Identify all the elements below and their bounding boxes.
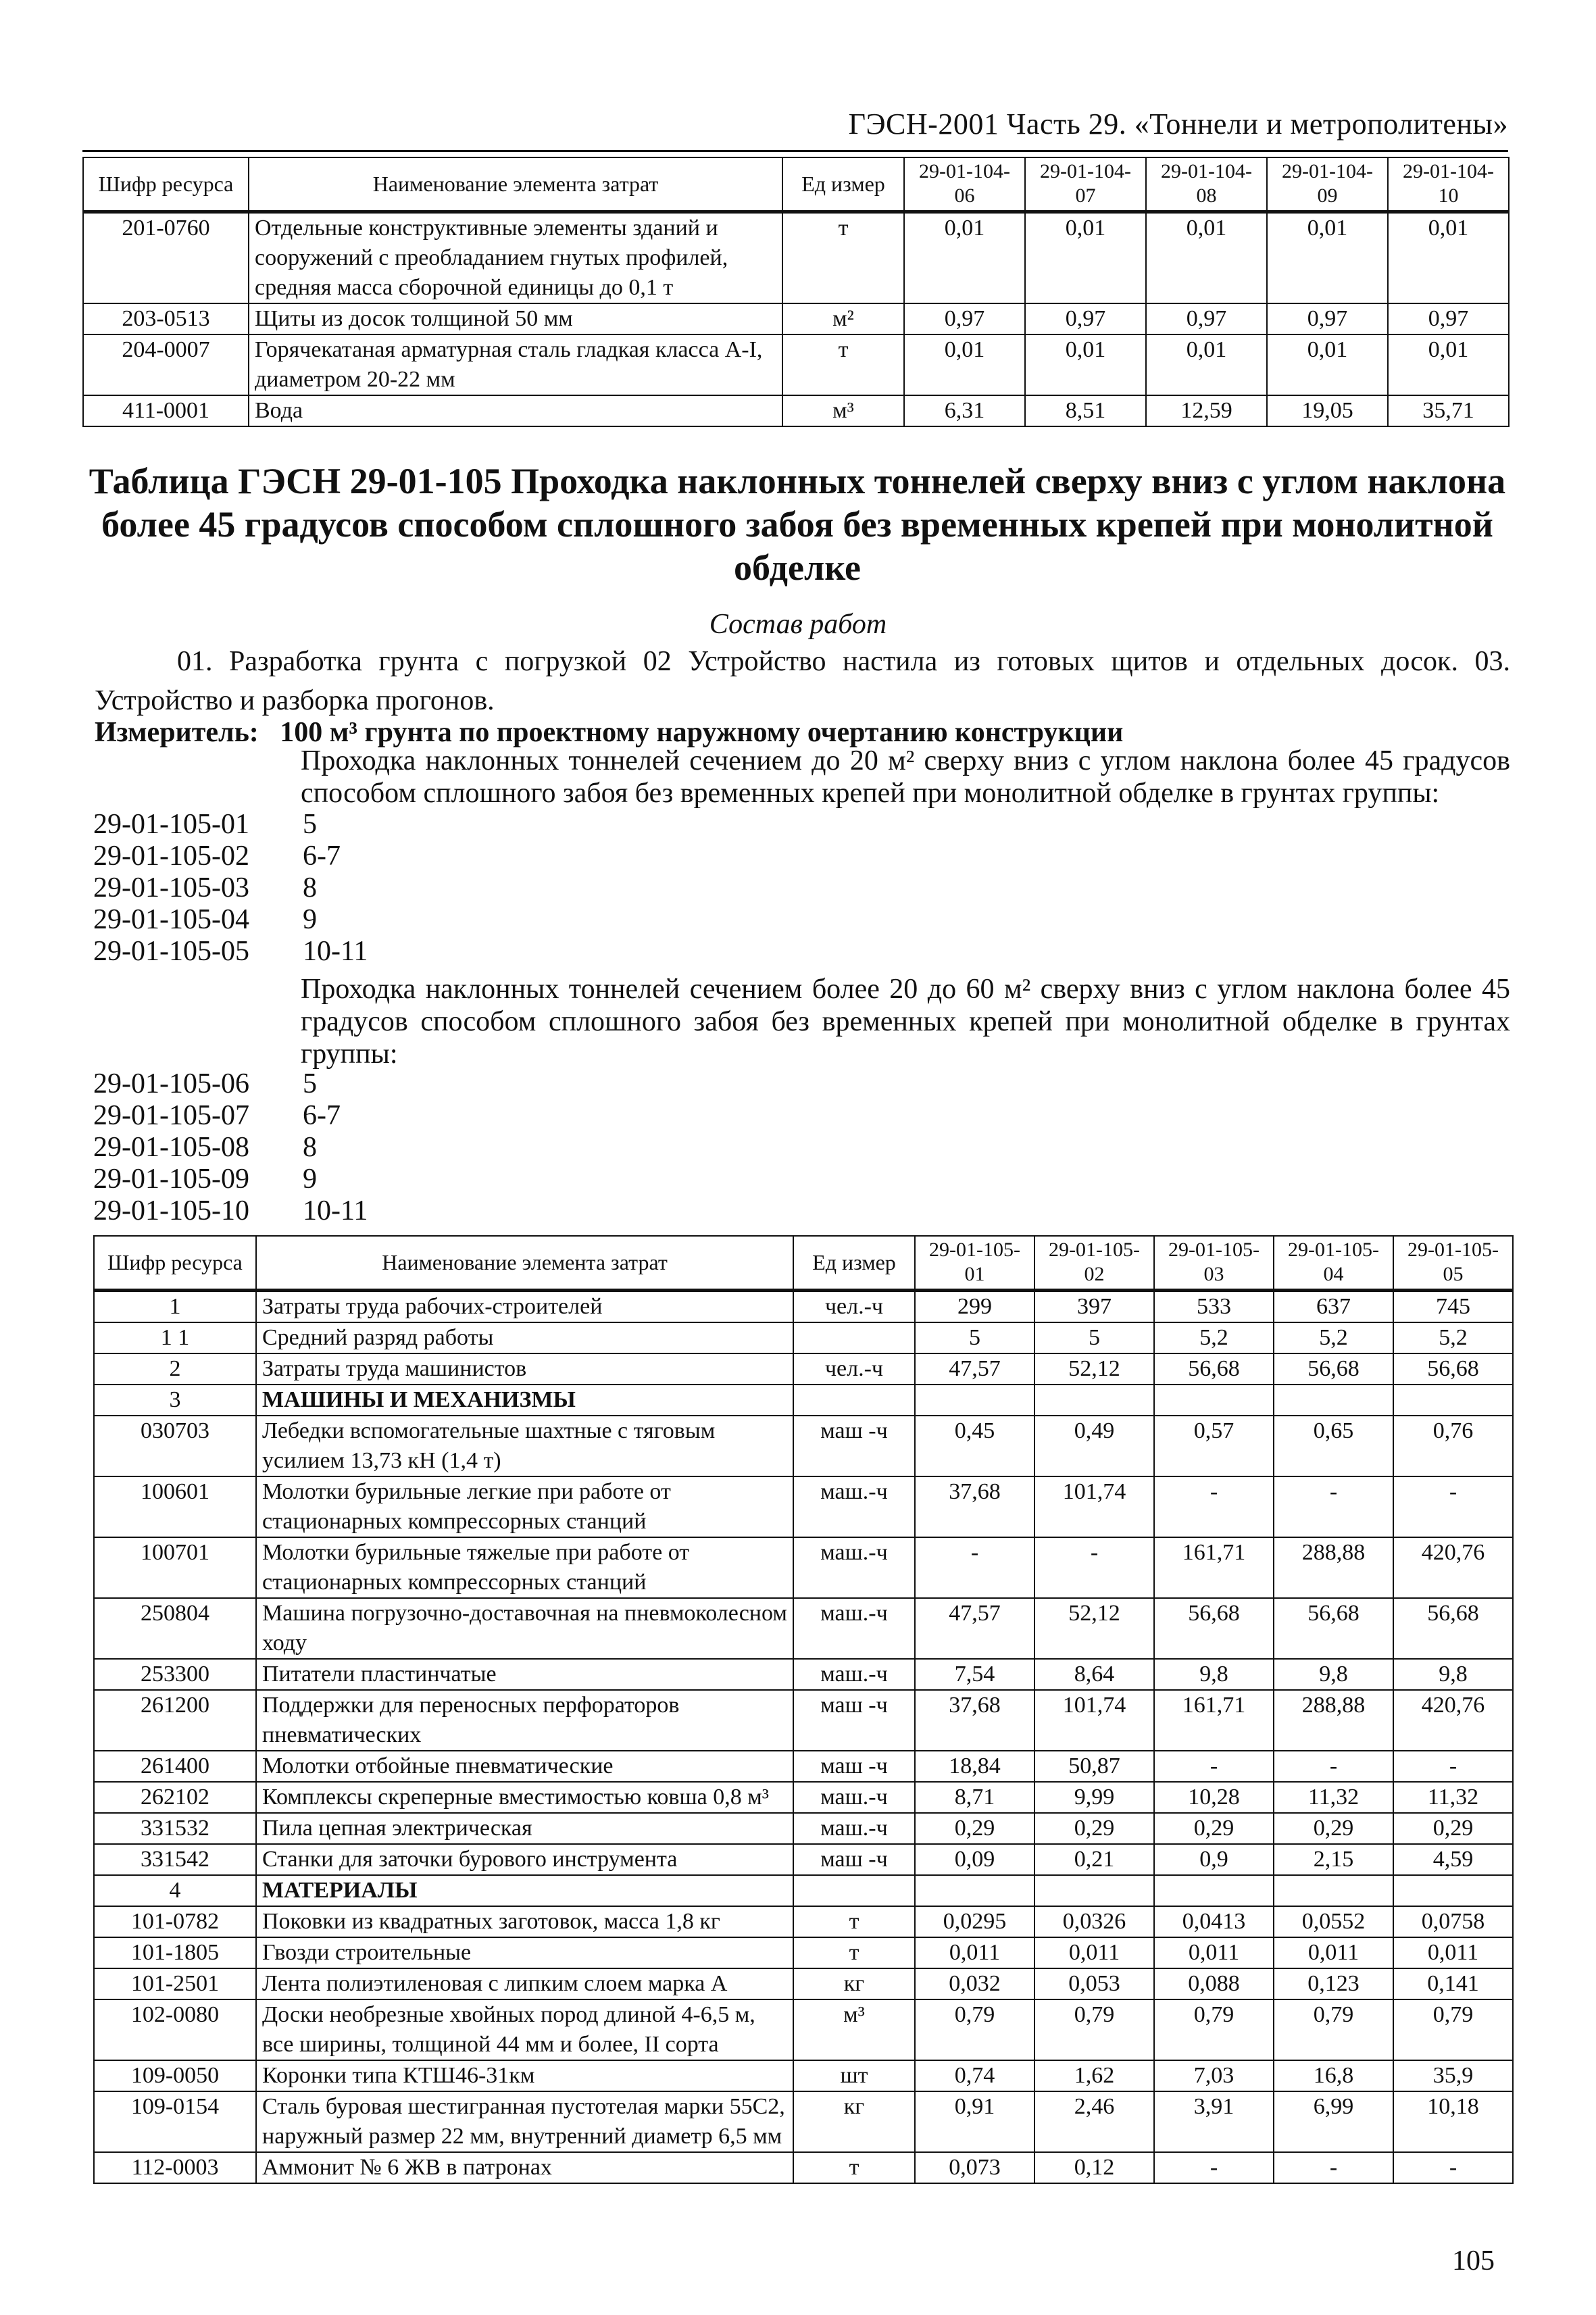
item-code: 29-01-105-08 [93, 1132, 249, 1163]
cell-code: 101-0782 [94, 1906, 256, 1937]
cell-value: 12,59 [1146, 395, 1267, 426]
cell-unit: м² [782, 303, 904, 334]
cell-value: - [1393, 1751, 1513, 1782]
cell-name: Пила цепная электрическая [256, 1813, 793, 1844]
table-row [94, 1353, 1513, 1385]
page-number: 105 [1452, 2245, 1495, 2276]
item-soil-group: 10-11 [303, 1195, 368, 1226]
cell-value: 0,123 [1274, 1968, 1393, 1999]
item-code: 29-01-105-01 [93, 809, 249, 840]
item-code: 29-01-105-06 [93, 1068, 249, 1099]
cell-unit: кг [793, 2091, 915, 2152]
composition-text: 01. Разработка грунта с погрузкой 02 Устройство настила из готовых щитов и отдельных досок. 03. Устройство и разборка прогонов. [95, 646, 1510, 716]
table-row [94, 1844, 1513, 1875]
cell-value: 47,57 [915, 1353, 1034, 1385]
item-code: 29-01-105-03 [93, 872, 249, 903]
cell-name: Средний разряд работы [256, 1322, 793, 1353]
cell-value: 0,01 [1025, 334, 1146, 395]
cell-value [915, 1385, 1034, 1416]
header-col: 29-01-104-08 [1146, 157, 1267, 211]
cell-name: Молотки бурильные легкие при работе от стационарных компрессорных станций [256, 1476, 793, 1537]
cell-value: 11,32 [1274, 1782, 1393, 1813]
cell-value: 19,05 [1267, 395, 1388, 426]
cell-value: 47,57 [915, 1598, 1034, 1659]
cell-value: 18,84 [915, 1751, 1034, 1782]
cell-value: 0,79 [1274, 1999, 1393, 2060]
cell-value: 9,8 [1274, 1659, 1393, 1690]
cell-value: 0,79 [915, 1999, 1034, 2060]
cell-value: 0,76 [1393, 1416, 1513, 1476]
cell-value: 101,74 [1034, 1690, 1154, 1751]
table-row [94, 1322, 1513, 1353]
cell-value: 0,088 [1154, 1968, 1274, 1999]
cell-name: Отдельные конструктивные элементы зданий и сооружений с преобладанием гнутых профилей, средняя масса сборочной единицы до 0,1 т [249, 211, 782, 303]
table-row [83, 303, 1509, 334]
cell-unit: т [793, 2152, 915, 2183]
cell-value: 10,28 [1154, 1782, 1274, 1813]
cell-value: 161,71 [1154, 1690, 1274, 1751]
cell-value: 397 [1034, 1290, 1154, 1322]
header-col: 29-01-105-02 [1034, 1236, 1154, 1290]
cell-value: 35,9 [1393, 2060, 1513, 2091]
table-row [94, 2152, 1513, 2183]
cell-unit: т [793, 1937, 915, 1968]
item-soil-group: 10-11 [303, 936, 368, 967]
cell-value: 0,49 [1034, 1416, 1154, 1476]
cell-code: 1 [94, 1290, 256, 1322]
header-col: 29-01-105-04 [1274, 1236, 1393, 1290]
cell-value: 0,97 [904, 303, 1025, 334]
table-row [94, 1906, 1513, 1937]
resource-table-104 [82, 157, 1510, 427]
running-header: ГЭСН-2001 Часть 29. «Тоннели и метрополитены» [848, 107, 1508, 141]
cell-value [1034, 1875, 1154, 1906]
measure-line [95, 716, 1123, 749]
cell-value: 0,01 [1146, 211, 1267, 303]
cell-unit: чел.-ч [793, 1290, 915, 1322]
cell-unit: маш -ч [793, 1844, 915, 1875]
cell-value: 37,68 [915, 1476, 1034, 1537]
composition-title: Состав работ [709, 609, 887, 640]
cell-unit: маш -ч [793, 1751, 915, 1782]
cell-value: 0,9 [1154, 1844, 1274, 1875]
cell-code: 109-0050 [94, 2060, 256, 2091]
cell-code: 2 [94, 1353, 256, 1385]
cell-value: 56,68 [1393, 1598, 1513, 1659]
cell-code: 253300 [94, 1659, 256, 1690]
cell-unit: маш.-ч [793, 1782, 915, 1813]
item-soil-group: 9 [303, 1164, 317, 1195]
code-list-item [93, 1163, 317, 1195]
item-code: 29-01-105-09 [93, 1164, 249, 1195]
item-soil-group: 8 [303, 872, 317, 903]
cell-value: 0,12 [1034, 2152, 1154, 2183]
cell-value: 0,79 [1034, 1999, 1154, 2060]
cell-value: 0,57 [1154, 1416, 1274, 1476]
cell-value [1393, 1875, 1513, 1906]
cell-value: 50,87 [1034, 1751, 1154, 1782]
cell-name: Станки для заточки бурового инструмента [256, 1844, 793, 1875]
cell-value: - [1154, 1751, 1274, 1782]
cell-unit: маш -ч [793, 1690, 915, 1751]
cell-value: - [915, 1537, 1034, 1598]
table-row [94, 1937, 1513, 1968]
cell-value: 0,45 [915, 1416, 1034, 1476]
cell-code: 4 [94, 1875, 256, 1906]
cell-value: 0,0295 [915, 1906, 1034, 1937]
cell-value: 0,29 [1393, 1813, 1513, 1844]
cell-value: 2,15 [1274, 1844, 1393, 1875]
cell-value: 0,01 [904, 334, 1025, 395]
cell-value: - [1154, 2152, 1274, 2183]
cell-name: Поковки из квадратных заготовок, масса 1,8 кг [256, 1906, 793, 1937]
cell-value: 10,18 [1393, 2091, 1513, 2152]
cell-code: 100701 [94, 1537, 256, 1598]
cell-value: - [1393, 2152, 1513, 2183]
cell-name: Аммонит № 6 ЖВ в патронах [256, 2152, 793, 2183]
table-row [94, 1537, 1513, 1598]
cell-name: Сталь буровая шестигранная пустотелая марки 55С2, наружный размер 22 мм, внутренний диаметр 6,5 мм [256, 2091, 793, 2152]
code-list-item [93, 1099, 341, 1132]
item-soil-group: 6-7 [303, 1100, 341, 1131]
cell-value: 0,74 [915, 2060, 1034, 2091]
cell-code: 331542 [94, 1844, 256, 1875]
cell-value: 9,8 [1154, 1659, 1274, 1690]
cell-unit: маш.-ч [793, 1659, 915, 1690]
cell-value: 0,053 [1034, 1968, 1154, 1999]
cell-value: - [1274, 1476, 1393, 1537]
cell-unit: маш.-ч [793, 1476, 915, 1537]
cell-value: 5 [1034, 1322, 1154, 1353]
cell-unit: м³ [793, 1999, 915, 2060]
cell-value: 0,01 [904, 211, 1025, 303]
cell-value: 37,68 [915, 1690, 1034, 1751]
code-list-item [93, 1195, 368, 1227]
cell-value: 0,0326 [1034, 1906, 1154, 1937]
cell-code: 100601 [94, 1476, 256, 1537]
cell-value: 16,8 [1274, 2060, 1393, 2091]
cell-name: Затраты труда рабочих-строителей [256, 1290, 793, 1322]
cell-value: 0,011 [1274, 1937, 1393, 1968]
code-list-item [93, 903, 317, 936]
table-row [94, 1690, 1513, 1751]
cell-value: 3,91 [1154, 2091, 1274, 2152]
cell-value: 420,76 [1393, 1537, 1513, 1598]
header-unit: Ед измер [782, 157, 904, 211]
cell-unit [793, 1875, 915, 1906]
cell-value: 637 [1274, 1290, 1393, 1322]
section-row [94, 1385, 1513, 1416]
header-unit: Ед измер [793, 1236, 915, 1290]
cell-value: 0,01 [1267, 334, 1388, 395]
cell-code: 101-1805 [94, 1937, 256, 1968]
cell-value: 2,46 [1034, 2091, 1154, 2152]
cell-code: 101-2501 [94, 1968, 256, 1999]
cell-value: 5,2 [1274, 1322, 1393, 1353]
cell-name: Поддержки для переносных перфораторов пневматических [256, 1690, 793, 1751]
cell-value: - [1034, 1537, 1154, 1598]
header-col: 29-01-105-05 [1393, 1236, 1513, 1290]
code-list-item [93, 840, 341, 872]
cell-value: 56,68 [1393, 1353, 1513, 1385]
cell-name: Молотки отбойные пневматические [256, 1751, 793, 1782]
cell-name: Лебедки вспомогательные шахтные с тяговым усилием 13,73 кН (1,4 т) [256, 1416, 793, 1476]
cell-code: 261200 [94, 1690, 256, 1751]
cell-value: - [1274, 1751, 1393, 1782]
table-row [94, 2060, 1513, 2091]
cell-code: 109-0154 [94, 2091, 256, 2152]
cell-value: 0,01 [1388, 334, 1509, 395]
cell-value: 52,12 [1034, 1353, 1154, 1385]
item-soil-group: 5 [303, 809, 317, 840]
cell-value: 0,011 [1154, 1937, 1274, 1968]
cell-unit: кг [793, 1968, 915, 1999]
cell-name: Затраты труда машинистов [256, 1353, 793, 1385]
item-soil-group: 6-7 [303, 841, 341, 872]
table-row [94, 2091, 1513, 2152]
header-col: 29-01-104-09 [1267, 157, 1388, 211]
cell-value: 6,31 [904, 395, 1025, 426]
cell-value: 0,01 [1146, 334, 1267, 395]
table-row [83, 395, 1509, 426]
cell-name: МАТЕРИАЛЫ [256, 1875, 793, 1906]
header-col: 29-01-104-06 [904, 157, 1025, 211]
cell-value: 0,29 [1154, 1813, 1274, 1844]
cell-value: 288,88 [1274, 1690, 1393, 1751]
cell-value: 7,54 [915, 1659, 1034, 1690]
cell-name: Комплексы скреперные вместимостью ковша 0,8 м³ [256, 1782, 793, 1813]
cell-value: 0,032 [915, 1968, 1034, 1999]
cell-value: 0,141 [1393, 1968, 1513, 1999]
code-list-item [93, 808, 317, 841]
table-row [94, 1290, 1513, 1322]
header-col: 29-01-105-03 [1154, 1236, 1274, 1290]
cell-name: Машина погрузочно-доставочная на пневмоколесном ходу [256, 1598, 793, 1659]
cell-value: 745 [1393, 1290, 1513, 1322]
cell-value: 420,76 [1393, 1690, 1513, 1751]
cell-value: 0,011 [1393, 1937, 1513, 1968]
cell-unit: маш.-ч [793, 1813, 915, 1844]
cell-value: 299 [915, 1290, 1034, 1322]
cell-name: Питатели пластинчатые [256, 1659, 793, 1690]
item-code: 29-01-105-02 [93, 841, 249, 872]
cell-value [1154, 1875, 1274, 1906]
table-row [94, 1782, 1513, 1813]
cell-code: 3 [94, 1385, 256, 1416]
cell-name: МАШИНЫ И МЕХАНИЗМЫ [256, 1385, 793, 1416]
item-soil-group: 9 [303, 904, 317, 935]
cell-name: Молотки бурильные тяжелые при работе от стационарных компрессорных станций [256, 1537, 793, 1598]
cell-unit [793, 1322, 915, 1353]
cell-value: 11,32 [1393, 1782, 1513, 1813]
cell-value: 8,64 [1034, 1659, 1154, 1690]
cell-name: Коронки типа КТШ46-31км [256, 2060, 793, 2091]
code-list-item [93, 935, 368, 968]
cell-unit [793, 1385, 915, 1416]
table-row [94, 1968, 1513, 1999]
table2-body [94, 1290, 1513, 2183]
table-row [94, 1813, 1513, 1844]
table-row [83, 334, 1509, 395]
cell-unit: чел.-ч [793, 1353, 915, 1385]
cell-value: 0,073 [915, 2152, 1034, 2183]
cell-value: 0,79 [1393, 1999, 1513, 2060]
cell-unit: маш.-ч [793, 1537, 915, 1598]
cell-value: 288,88 [1274, 1537, 1393, 1598]
cell-code: 331532 [94, 1813, 256, 1844]
cell-value [1154, 1385, 1274, 1416]
cell-value: 101,74 [1034, 1476, 1154, 1537]
cell-value: 8,71 [915, 1782, 1034, 1813]
cell-value [1274, 1875, 1393, 1906]
cell-value: 5,2 [1393, 1322, 1513, 1353]
cell-value: 0,09 [915, 1844, 1034, 1875]
header-name: Наименование элемента затрат [249, 157, 782, 211]
measure-value: 100 м³ грунта по проектному наружному очертанию конструкции [280, 717, 1124, 748]
table-row [94, 1416, 1513, 1476]
cell-unit: м³ [782, 395, 904, 426]
table-row [83, 211, 1509, 303]
table1-body [83, 211, 1509, 426]
cell-value [1274, 1385, 1393, 1416]
cell-value: 0,011 [1034, 1937, 1154, 1968]
cell-value: 56,68 [1274, 1598, 1393, 1659]
cell-value: 0,29 [1034, 1813, 1154, 1844]
cell-value: 161,71 [1154, 1537, 1274, 1598]
table-row [94, 1659, 1513, 1690]
cell-value: 0,97 [1388, 303, 1509, 334]
header-code: Шифр ресурса [83, 157, 249, 211]
item-code: 29-01-105-04 [93, 904, 249, 935]
cell-value: - [1274, 2152, 1393, 2183]
cell-code: 203-0513 [83, 303, 249, 334]
cell-value: 4,59 [1393, 1844, 1513, 1875]
item-code: 29-01-105-05 [93, 936, 249, 967]
header-col: 29-01-104-07 [1025, 157, 1146, 211]
cell-name: Горячекатаная арматурная сталь гладкая класса А-I, диаметром 20-22 мм [249, 334, 782, 395]
cell-value: 56,68 [1154, 1353, 1274, 1385]
cell-code: 201-0760 [83, 211, 249, 303]
cell-value: 0,97 [1267, 303, 1388, 334]
cell-value: 0,0552 [1274, 1906, 1393, 1937]
cell-name: Щиты из досок толщиной 50 мм [249, 303, 782, 334]
table-row [94, 1999, 1513, 2060]
cell-value: 6,99 [1274, 2091, 1393, 2152]
measure-label: Измеритель: [95, 717, 259, 748]
cell-value: 0,97 [1146, 303, 1267, 334]
cell-name: Доски необрезные хвойных пород длиной 4-6,5 м, все ширины, толщиной 44 мм и более, II сорта [256, 1999, 793, 2060]
cell-value: 0,65 [1274, 1416, 1393, 1476]
cell-name: Гвозди строительные [256, 1937, 793, 1968]
cell-value: 0,29 [915, 1813, 1034, 1844]
section-row [94, 1875, 1513, 1906]
cell-value: 7,03 [1154, 2060, 1274, 2091]
cell-code: 030703 [94, 1416, 256, 1476]
cell-value: 52,12 [1034, 1598, 1154, 1659]
code-list-item [93, 1068, 317, 1100]
cell-value: 56,68 [1274, 1353, 1393, 1385]
cell-code: 112-0003 [94, 2152, 256, 2183]
table-row [94, 1476, 1513, 1537]
resource-table-105 [93, 1235, 1514, 2184]
cell-unit: маш.-ч [793, 1598, 915, 1659]
group1-description: Проходка наклонных тоннелей сечением до 20 м² сверху вниз с углом наклона более 45 градусов способом сплошного забоя без временных крепей при монолитной обделке в грунтах группы: [301, 745, 1510, 809]
code-list-item [93, 872, 317, 904]
cell-unit: шт [793, 2060, 915, 2091]
cell-code: 102-0080 [94, 1999, 256, 2060]
cell-value: 9,99 [1034, 1782, 1154, 1813]
cell-code: 204-0007 [83, 334, 249, 395]
cell-value: - [1154, 1476, 1274, 1537]
cell-value: 35,71 [1388, 395, 1509, 426]
cell-code: 250804 [94, 1598, 256, 1659]
cell-value: - [1393, 1476, 1513, 1537]
item-code: 29-01-105-10 [93, 1195, 249, 1226]
item-code: 29-01-105-07 [93, 1100, 249, 1131]
cell-value [1393, 1385, 1513, 1416]
cell-value: 0,29 [1274, 1813, 1393, 1844]
cell-value: 0,91 [915, 2091, 1034, 2152]
header-col: 29-01-104-10 [1388, 157, 1509, 211]
item-soil-group: 5 [303, 1068, 317, 1099]
cell-unit: маш -ч [793, 1416, 915, 1476]
table-row [94, 1598, 1513, 1659]
cell-value: 0,0758 [1393, 1906, 1513, 1937]
table-title: Таблица ГЭСН 29-01-105 Проходка наклонных тоннелей сверху вниз с углом наклона более 45 градусов способом сплошного забоя без временных крепей при монолитной обделке [89, 461, 1506, 588]
cell-unit: т [793, 1906, 915, 1937]
cell-value: 0,0413 [1154, 1906, 1274, 1937]
cell-value: 533 [1154, 1290, 1274, 1322]
cell-value: 0,21 [1034, 1844, 1154, 1875]
group2-description: Проходка наклонных тоннелей сечением более 20 до 60 м² сверху вниз с углом наклона более 45 градусов способом сплошного забоя без временных крепей при монолитной обделке в грунтах группы: [301, 974, 1510, 1070]
header-name: Наименование элемента затрат [256, 1236, 793, 1290]
cell-value: 0,01 [1267, 211, 1388, 303]
cell-value: 0,97 [1025, 303, 1146, 334]
code-list-item [93, 1131, 317, 1164]
cell-unit: т [782, 334, 904, 395]
cell-code: 261400 [94, 1751, 256, 1782]
cell-unit: т [782, 211, 904, 303]
cell-value: 0,011 [915, 1937, 1034, 1968]
cell-code: 1 1 [94, 1322, 256, 1353]
cell-code: 411-0001 [83, 395, 249, 426]
header-col: 29-01-105-01 [915, 1236, 1034, 1290]
cell-value: 8,51 [1025, 395, 1146, 426]
table-row [94, 1751, 1513, 1782]
cell-value: 0,79 [1154, 1999, 1274, 2060]
cell-value: 0,01 [1025, 211, 1146, 303]
cell-value: 5,2 [1154, 1322, 1274, 1353]
cell-value [915, 1875, 1034, 1906]
item-soil-group: 8 [303, 1132, 317, 1163]
header-rule [82, 150, 1508, 152]
cell-value [1034, 1385, 1154, 1416]
cell-value: 1,62 [1034, 2060, 1154, 2091]
cell-name: Вода [249, 395, 782, 426]
cell-value: 5 [915, 1322, 1034, 1353]
cell-name: Лента полиэтиленовая с липким слоем марка А [256, 1968, 793, 1999]
cell-code: 262102 [94, 1782, 256, 1813]
cell-value: 0,01 [1388, 211, 1509, 303]
header-code: Шифр ресурса [94, 1236, 256, 1290]
cell-value: 9,8 [1393, 1659, 1513, 1690]
cell-value: 56,68 [1154, 1598, 1274, 1659]
